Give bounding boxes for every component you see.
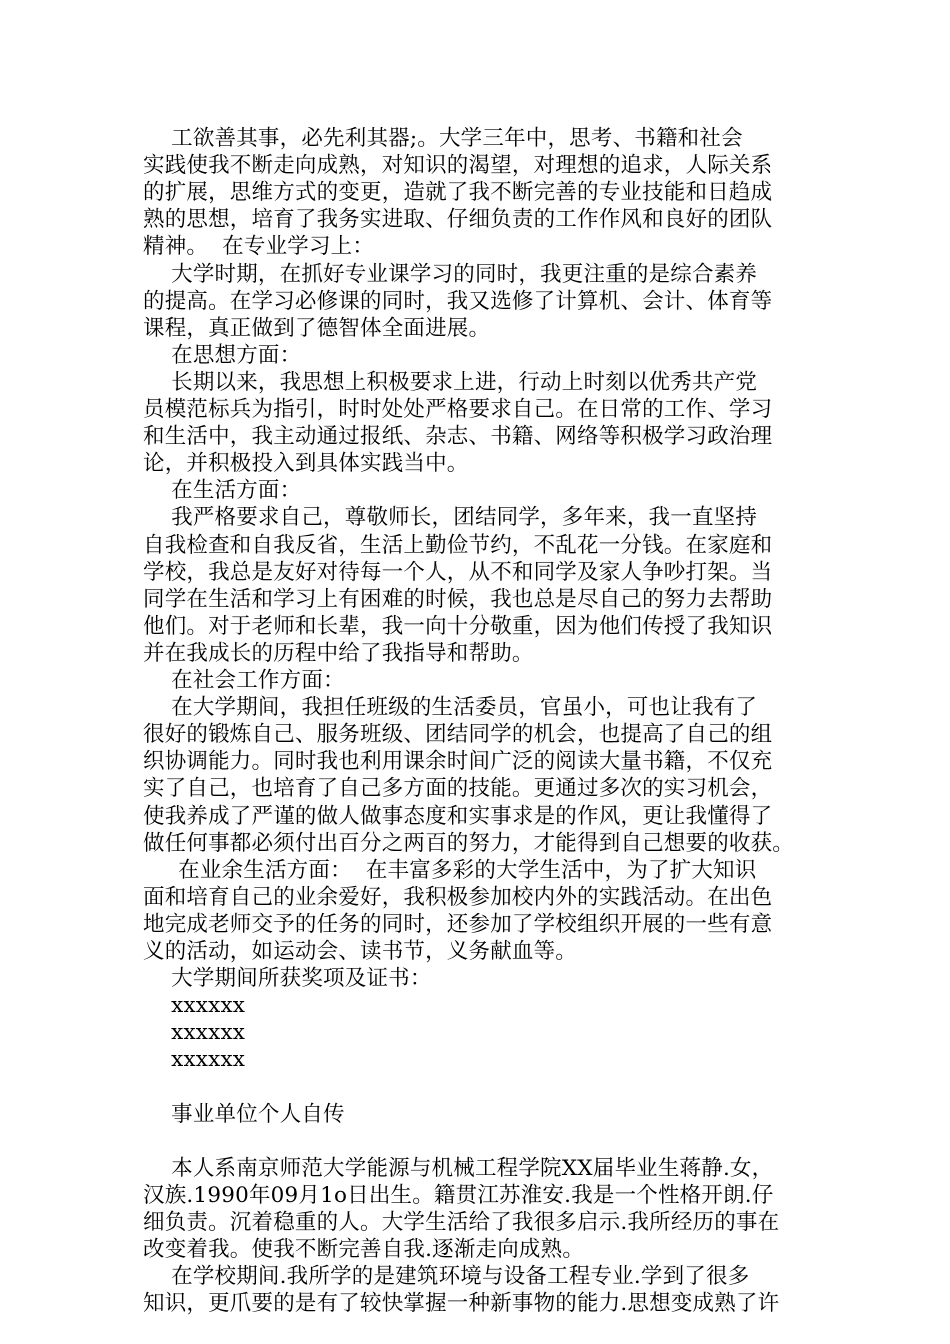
- text-line: 使我养成了严谨的做人做事态度和实事求是的作风，更让我懂得了: [143, 804, 773, 829]
- text-line: 知识，更爪要的是有了较快掌握一种新事物的能力.思想变成熟了许: [143, 1291, 780, 1316]
- text-line: 在大学期间，我担任班级的生活委员，官虽小，可也让我有了: [143, 695, 758, 720]
- text-line: 论，并积极投入到具体实践当中。: [143, 451, 469, 476]
- text-line: 本人系南京师范大学能源与机械工程学院XX届毕业生蒋静.女，: [143, 1156, 774, 1181]
- text-line: 大学时期，在抓好专业课学习的同时，我更注重的是综合素养: [143, 262, 758, 287]
- text-line: 他们。对于老师和长辈，我一向十分敬重，因为他们传授了我知识: [143, 614, 773, 639]
- text-line: 学校，我总是友好对待每一个人，从不和同学及家人争吵打架。当: [143, 560, 773, 585]
- text-line: 在思想方面：: [143, 343, 302, 368]
- text-line: 和生活中，我主动通过报纸、杂志、书籍、网络等积极学习政治理: [143, 424, 773, 449]
- text-line: 细负责。沉着稳重的人。大学生活给了我很多启示.我所经历的事在: [143, 1210, 780, 1235]
- text-line: 织协调能力。同时我也利用课余时间广泛的阅读大量书籍，不仅充: [143, 749, 773, 774]
- text-line: 同学在生活和学习上有困难的时候，我也总是尽自己的努力去帮助: [143, 587, 773, 612]
- text-line: 很好的锻炼自己、服务班级、团结同学的机会，也提高了自己的组: [143, 722, 773, 747]
- text-line: 做任何事都必须付出百分之两百的努力，才能得到自己想要的收获。: [143, 831, 795, 856]
- text-line: 长期以来，我思想上积极要求上进，行动上时刻以优秀共产党: [143, 370, 758, 395]
- text-line: xxxxxx: [143, 1047, 246, 1072]
- text-line: 自我检查和自我反省，生活上勤俭节约，不乱花一分钱。在家庭和: [143, 533, 773, 558]
- text-line: 精神。 在专业学习上：: [143, 234, 375, 259]
- text-line: xxxxxx: [143, 993, 246, 1018]
- text-line: 改变着我。使我不断完善自我.逐渐走向成熟。: [143, 1237, 585, 1262]
- text-line: 义的活动，如运动会、读书节，义务献血等。: [143, 939, 578, 964]
- text-line: 大学期间所获奖项及证书：: [143, 966, 432, 991]
- text-line: 在社会工作方面：: [143, 668, 345, 693]
- text-line: 我严格要求自己，尊敬师长，团结同学，多年来，我一直坚持: [143, 505, 758, 530]
- text-line: 并在我成长的历程中给了我指导和帮助。: [143, 641, 534, 666]
- text-line: 事业单位个人自传: [143, 1102, 345, 1127]
- text-line: 课程，真正做到了德智体全面进展。: [143, 316, 491, 341]
- text-line: 实了自己，也培育了自己多方面的技能。更通过多次的实习机会，: [143, 776, 773, 801]
- text-line: 的扩展，思维方式的变更，造就了我不断完善的专业技能和日趋成: [143, 180, 773, 205]
- text-line: 地完成老师交予的任务的同时，还参加了学校组织开展的一些有意: [143, 912, 773, 937]
- text-line: 在学校期间.我所学的是建筑环境与设备工程专业.学到了很多: [143, 1264, 750, 1289]
- text-line: 熟的思想，培育了我务实进取、仔细负责的工作作风和良好的团队: [143, 207, 773, 232]
- text-line: 汉族.1990年09月1o日出生。籍贯江苏淮安.我是一个性格开朗.仔: [143, 1183, 774, 1208]
- text-line: 在生活方面：: [143, 478, 302, 503]
- text-line: 员模范标兵为指引，时时处处严格要求自己。在日常的工作、学习: [143, 397, 773, 422]
- text-line: 面和培育自己的业余爱好，我积极参加校内外的实践活动。在出色: [143, 885, 773, 910]
- text-line: 的提高。在学习必修课的同时，我又选修了计算机、会计、体育等: [143, 289, 773, 314]
- text-line: 实践使我不断走向成熟，对知识的渴望，对理想的追求，人际关系: [143, 153, 773, 178]
- text-line: 在业余生活方面： 在丰富多彩的大学生活中，为了扩大知识: [143, 858, 757, 883]
- text-line: xxxxxx: [143, 1020, 246, 1045]
- text-line: 工欲善其事，必先利其器;。大学三年中，思考、书籍和社会: [143, 126, 743, 151]
